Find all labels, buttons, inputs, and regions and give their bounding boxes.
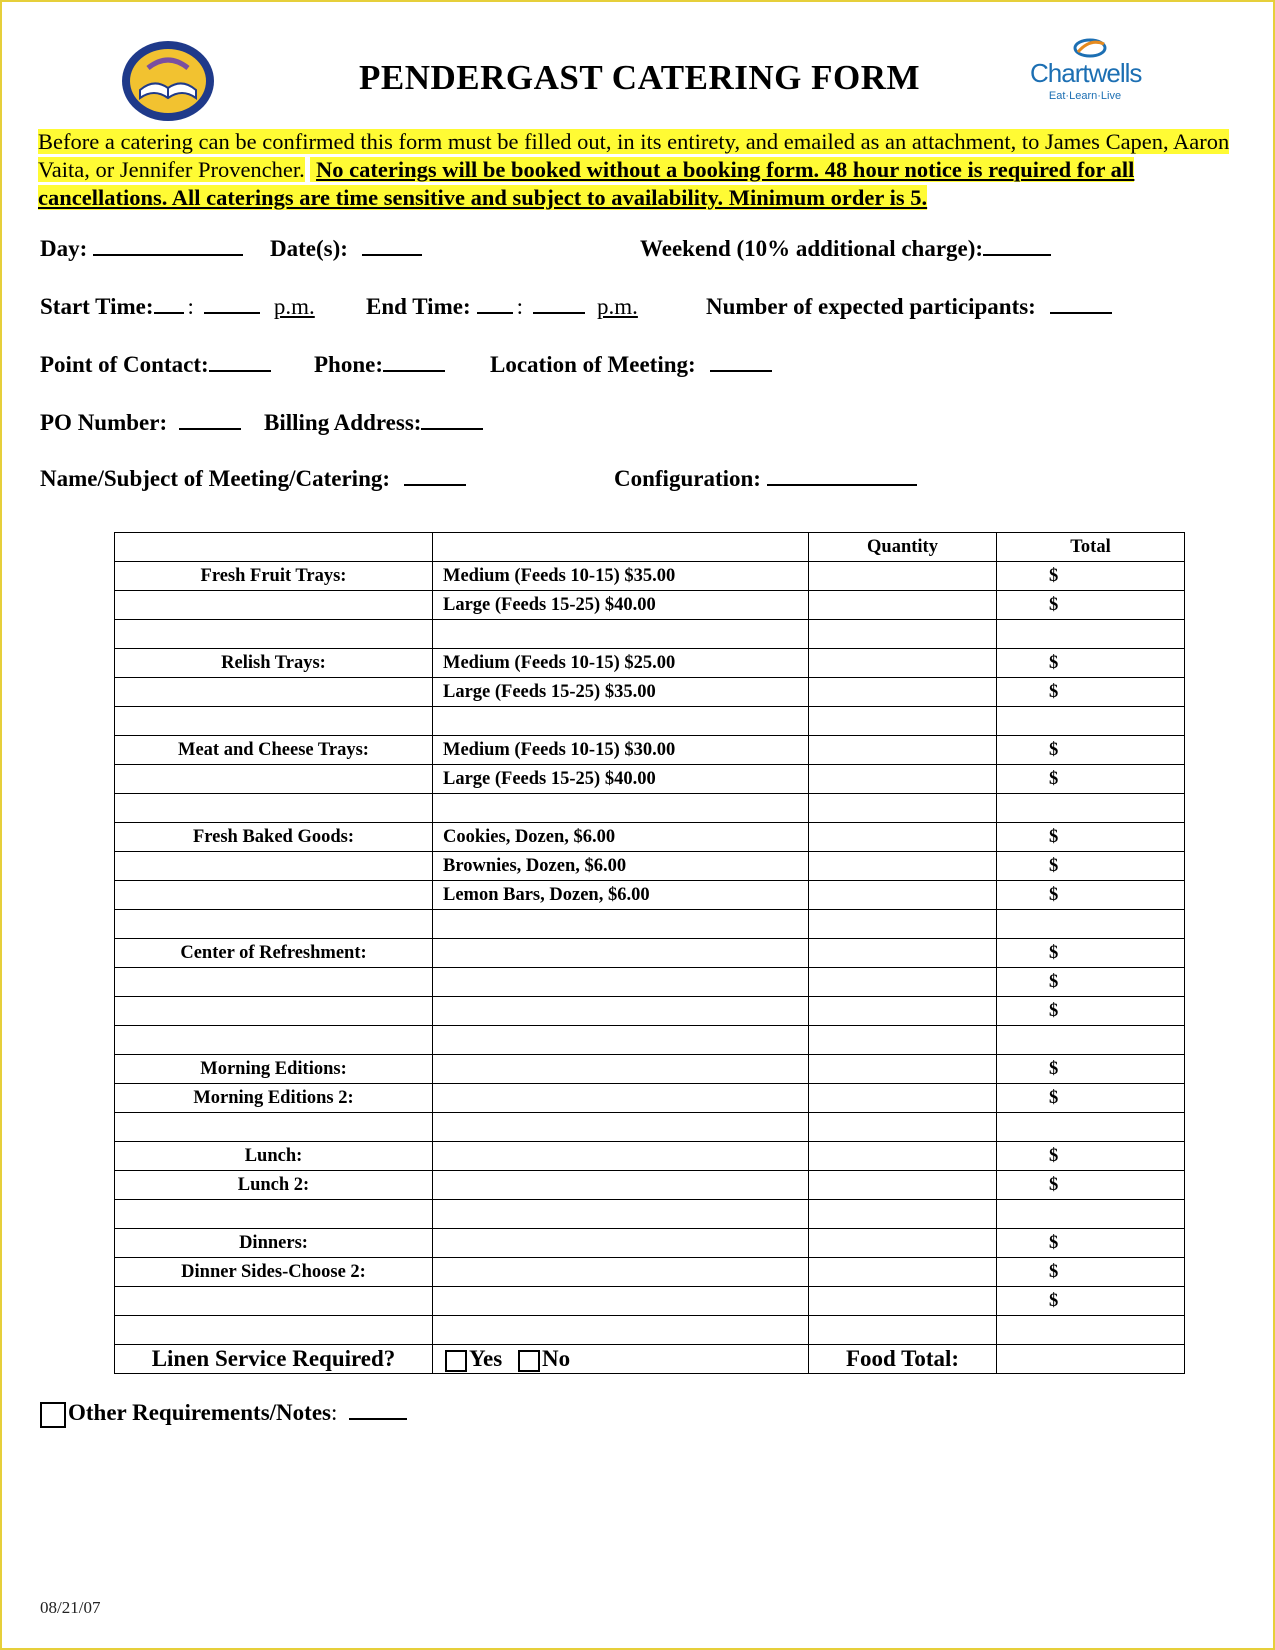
quantity-cell[interactable] bbox=[809, 823, 997, 852]
quantity-cell[interactable] bbox=[809, 1316, 997, 1345]
booking-notice bbox=[38, 128, 1243, 212]
category-cell bbox=[115, 591, 433, 620]
total-cell[interactable] bbox=[997, 591, 1185, 620]
dollar-sign: $ bbox=[1049, 971, 1059, 992]
quantity-cell[interactable] bbox=[809, 881, 997, 910]
quantity-cell[interactable] bbox=[809, 1113, 997, 1142]
form-date: 08/21/07 bbox=[40, 1598, 101, 1617]
item-cell bbox=[433, 620, 809, 649]
item-cell bbox=[433, 1142, 809, 1171]
location-field[interactable] bbox=[710, 350, 772, 372]
dollar-sign: $ bbox=[1049, 739, 1059, 760]
dollar-sign: $ bbox=[1049, 826, 1059, 847]
quantity-cell[interactable] bbox=[809, 997, 997, 1026]
total-header: Total bbox=[997, 533, 1185, 562]
category-cell: Center of Refreshment: bbox=[115, 939, 433, 968]
pendergast-book-seal-icon bbox=[118, 38, 218, 124]
total-cell[interactable] bbox=[997, 562, 1185, 591]
category-cell bbox=[115, 1316, 433, 1345]
table-row bbox=[115, 1229, 1185, 1258]
item-cell: Medium (Feeds 10-15) $35.00 bbox=[433, 562, 809, 591]
weekend-label: Weekend (10% additional charge): bbox=[640, 236, 984, 261]
table-row bbox=[115, 968, 1185, 997]
table-row bbox=[115, 852, 1185, 881]
category-cell bbox=[115, 881, 433, 910]
item-cell bbox=[433, 707, 809, 736]
quantity-cell[interactable] bbox=[809, 736, 997, 765]
table-footer-row bbox=[115, 1345, 1185, 1374]
quantity-cell[interactable] bbox=[809, 1055, 997, 1084]
quantity-cell[interactable] bbox=[809, 678, 997, 707]
billing-address-field[interactable] bbox=[421, 408, 483, 430]
dollar-sign: $ bbox=[1049, 565, 1059, 586]
category-cell: Morning Editions 2: bbox=[115, 1084, 433, 1113]
total-cell[interactable] bbox=[997, 794, 1185, 823]
other-requirements bbox=[40, 1398, 407, 1428]
day-field[interactable] bbox=[93, 234, 243, 256]
dollar-sign: $ bbox=[1049, 1290, 1059, 1311]
table-row bbox=[115, 1287, 1185, 1316]
table-row bbox=[115, 1084, 1185, 1113]
category-cell bbox=[115, 1287, 433, 1316]
item-cell: Large (Feeds 15-25) $40.00 bbox=[433, 765, 809, 794]
total-cell[interactable] bbox=[997, 1142, 1185, 1171]
category-cell bbox=[115, 794, 433, 823]
end-time-colon: : bbox=[516, 294, 523, 319]
table-row bbox=[115, 1026, 1185, 1055]
dollar-sign: $ bbox=[1049, 681, 1059, 702]
dates-field[interactable] bbox=[362, 234, 422, 256]
location-label: Location of Meeting: bbox=[490, 352, 696, 377]
linen-service-label: Linen Service Required? bbox=[115, 1345, 433, 1374]
name-subject-label: Name/Subject of Meeting/Catering: bbox=[40, 466, 391, 491]
quantity-cell[interactable] bbox=[809, 1084, 997, 1113]
category-cell: Morning Editions: bbox=[115, 1055, 433, 1084]
total-cell[interactable] bbox=[997, 678, 1185, 707]
phone-field[interactable] bbox=[383, 350, 445, 372]
total-cell[interactable] bbox=[997, 649, 1185, 678]
linen-no-checkbox[interactable] bbox=[518, 1350, 540, 1372]
quantity-cell[interactable] bbox=[809, 1229, 997, 1258]
page-title: PENDERGAST CATERING FORM bbox=[358, 58, 921, 97]
total-cell[interactable] bbox=[997, 1113, 1185, 1142]
table-row bbox=[115, 1142, 1185, 1171]
total-cell[interactable] bbox=[997, 823, 1185, 852]
quantity-header: Quantity bbox=[809, 533, 997, 562]
start-minute-field[interactable] bbox=[204, 292, 260, 314]
start-hour-field[interactable] bbox=[154, 292, 184, 314]
category-cell bbox=[115, 910, 433, 939]
item-cell bbox=[433, 1113, 809, 1142]
food-total-field[interactable] bbox=[997, 1345, 1185, 1374]
quantity-cell[interactable] bbox=[809, 1171, 997, 1200]
dollar-sign: $ bbox=[1049, 652, 1059, 673]
chartwells-logo bbox=[1030, 36, 1140, 108]
category-cell bbox=[115, 852, 433, 881]
table-row bbox=[115, 562, 1185, 591]
dollar-sign: $ bbox=[1049, 594, 1059, 615]
item-cell: Large (Feeds 15-25) $40.00 bbox=[433, 591, 809, 620]
quantity-cell[interactable] bbox=[809, 707, 997, 736]
total-cell[interactable] bbox=[997, 736, 1185, 765]
end-minute-field[interactable] bbox=[533, 292, 585, 314]
quantity-cell[interactable] bbox=[809, 1287, 997, 1316]
dollar-sign: $ bbox=[1049, 855, 1059, 876]
participants-label: Number of expected participants: bbox=[706, 294, 1036, 319]
participants-field[interactable] bbox=[1050, 292, 1112, 314]
dollar-sign: $ bbox=[1049, 1058, 1059, 1079]
chartwells-tagline: Eat·Learn·Live bbox=[1048, 90, 1122, 102]
quantity-cell[interactable] bbox=[809, 1258, 997, 1287]
table-row bbox=[115, 620, 1185, 649]
item-cell bbox=[433, 1055, 809, 1084]
category-cell: Meat and Cheese Trays: bbox=[115, 736, 433, 765]
category-cell: Lunch 2: bbox=[115, 1171, 433, 1200]
total-cell[interactable] bbox=[997, 1316, 1185, 1345]
category-cell bbox=[115, 765, 433, 794]
category-cell bbox=[115, 1200, 433, 1229]
menu-order-table bbox=[114, 532, 1185, 1374]
item-cell bbox=[433, 1229, 809, 1258]
total-cell[interactable] bbox=[997, 707, 1185, 736]
quantity-cell[interactable] bbox=[809, 562, 997, 591]
quantity-cell[interactable] bbox=[809, 939, 997, 968]
total-cell[interactable] bbox=[997, 1200, 1185, 1229]
dollar-sign: $ bbox=[1049, 1174, 1059, 1195]
table-row bbox=[115, 997, 1185, 1026]
table-row bbox=[115, 707, 1185, 736]
item-cell bbox=[433, 1171, 809, 1200]
total-cell[interactable] bbox=[997, 1171, 1185, 1200]
total-cell[interactable] bbox=[997, 852, 1185, 881]
category-cell bbox=[115, 968, 433, 997]
dollar-sign: $ bbox=[1049, 1261, 1059, 1282]
item-cell bbox=[433, 910, 809, 939]
item-cell bbox=[433, 939, 809, 968]
table-row bbox=[115, 939, 1185, 968]
point-of-contact-label: Point of Contact: bbox=[40, 352, 209, 377]
item-cell: Brownies, Dozen, $6.00 bbox=[433, 852, 809, 881]
start-pm: p.m. bbox=[273, 294, 315, 319]
table-row bbox=[115, 678, 1185, 707]
phone-label: Phone: bbox=[314, 352, 383, 377]
total-cell[interactable] bbox=[997, 881, 1185, 910]
table-row bbox=[115, 1113, 1185, 1142]
item-cell bbox=[433, 1287, 809, 1316]
item-cell bbox=[433, 1316, 809, 1345]
end-pm: p.m. bbox=[597, 294, 638, 319]
table-row bbox=[115, 1316, 1185, 1345]
item-cell bbox=[433, 968, 809, 997]
category-cell bbox=[115, 707, 433, 736]
table-row bbox=[115, 1171, 1185, 1200]
other-requirements-label: Other Requirements/Notes bbox=[68, 1400, 331, 1425]
billing-address-label: Billing Address: bbox=[264, 410, 422, 435]
dollar-sign: $ bbox=[1049, 942, 1059, 963]
dollar-sign: $ bbox=[1049, 884, 1059, 905]
notice-requirements: No caterings will be booked without a booking form. 48 hour notice is required for all cancellations. All caterings are time sensitive and subject to availability. Minimum order is 5. bbox=[38, 157, 1135, 210]
configuration-label: Configuration: bbox=[614, 466, 761, 491]
po-number-label: PO Number: bbox=[40, 410, 168, 435]
quantity-cell[interactable] bbox=[809, 620, 997, 649]
table-row bbox=[115, 736, 1185, 765]
total-cell[interactable] bbox=[997, 968, 1185, 997]
quantity-cell[interactable] bbox=[809, 910, 997, 939]
start-time-label: Start Time: bbox=[40, 294, 154, 319]
table-row bbox=[115, 591, 1185, 620]
notice-text: Before a catering can be confirmed this form must be filled out, in its entirety, and emailed as an attachment, to James Capen, Aaron Vaita, or Jennifer Provencher. bbox=[38, 129, 1230, 182]
chartwells-swoosh-icon bbox=[1072, 36, 1108, 60]
table-row bbox=[115, 1200, 1185, 1229]
end-hour-field[interactable] bbox=[477, 292, 513, 314]
table-row bbox=[115, 765, 1185, 794]
quantity-cell[interactable] bbox=[809, 1200, 997, 1229]
category-cell: Fresh Fruit Trays: bbox=[115, 562, 433, 591]
dollar-sign: $ bbox=[1049, 1232, 1059, 1253]
table-row bbox=[115, 1258, 1185, 1287]
category-cell bbox=[115, 1026, 433, 1055]
quantity-cell[interactable] bbox=[809, 591, 997, 620]
table-row bbox=[115, 910, 1185, 939]
total-cell[interactable] bbox=[997, 1229, 1185, 1258]
other-requirements-colon: : bbox=[330, 1400, 338, 1425]
table-row bbox=[115, 1055, 1185, 1084]
item-cell bbox=[433, 1200, 809, 1229]
item-cell: Lemon Bars, Dozen, $6.00 bbox=[433, 881, 809, 910]
dates-label: Date(s): bbox=[270, 236, 348, 261]
configuration-field[interactable] bbox=[767, 464, 917, 486]
point-of-contact-field[interactable] bbox=[209, 350, 271, 372]
item-cell: Cookies, Dozen, $6.00 bbox=[433, 823, 809, 852]
end-time-label: End Time: bbox=[366, 294, 471, 319]
table-header-row bbox=[115, 533, 1185, 562]
item-cell bbox=[433, 794, 809, 823]
total-cell[interactable] bbox=[997, 1084, 1185, 1113]
total-cell[interactable] bbox=[997, 765, 1185, 794]
table-row bbox=[115, 823, 1185, 852]
category-cell: Dinners: bbox=[115, 1229, 433, 1258]
dollar-sign: $ bbox=[1049, 1087, 1059, 1108]
table-row bbox=[115, 881, 1185, 910]
dollar-sign: $ bbox=[1049, 1145, 1059, 1166]
linen-yes-checkbox[interactable] bbox=[445, 1350, 467, 1372]
category-cell bbox=[115, 620, 433, 649]
quantity-cell[interactable] bbox=[809, 765, 997, 794]
category-cell bbox=[115, 678, 433, 707]
item-cell bbox=[433, 1026, 809, 1055]
quantity-cell[interactable] bbox=[809, 968, 997, 997]
table-row bbox=[115, 794, 1185, 823]
total-cell[interactable] bbox=[997, 1055, 1185, 1084]
category-cell bbox=[115, 997, 433, 1026]
other-requirements-field[interactable] bbox=[349, 1398, 407, 1420]
item-cell bbox=[433, 1258, 809, 1287]
item-cell: Large (Feeds 15-25) $35.00 bbox=[433, 678, 809, 707]
start-time-colon: : bbox=[187, 294, 194, 319]
quantity-cell[interactable] bbox=[809, 794, 997, 823]
other-requirements-checkbox[interactable] bbox=[40, 1402, 66, 1428]
po-number-field[interactable] bbox=[179, 408, 241, 430]
item-cell: Medium (Feeds 10-15) $25.00 bbox=[433, 649, 809, 678]
item-cell bbox=[433, 997, 809, 1026]
total-cell[interactable] bbox=[997, 1287, 1185, 1316]
quantity-cell[interactable] bbox=[809, 1026, 997, 1055]
total-cell[interactable] bbox=[997, 620, 1185, 649]
total-cell[interactable] bbox=[997, 1258, 1185, 1287]
total-cell[interactable] bbox=[997, 1026, 1185, 1055]
table-row bbox=[115, 649, 1185, 678]
category-cell: Relish Trays: bbox=[115, 649, 433, 678]
dollar-sign: $ bbox=[1049, 1000, 1059, 1021]
weekend-field[interactable] bbox=[983, 234, 1051, 256]
quantity-cell[interactable] bbox=[809, 649, 997, 678]
category-cell: Dinner Sides-Choose 2: bbox=[115, 1258, 433, 1287]
total-cell[interactable] bbox=[997, 997, 1185, 1026]
category-cell: Lunch: bbox=[115, 1142, 433, 1171]
linen-no-label: No bbox=[541, 1346, 571, 1371]
dollar-sign: $ bbox=[1049, 768, 1059, 789]
total-cell[interactable] bbox=[997, 910, 1185, 939]
item-cell bbox=[433, 1084, 809, 1113]
name-subject-field[interactable] bbox=[404, 464, 466, 486]
day-label: Day: bbox=[40, 236, 88, 261]
quantity-cell[interactable] bbox=[809, 852, 997, 881]
chartwells-name: Chartwells bbox=[1030, 58, 1142, 88]
total-cell[interactable] bbox=[997, 939, 1185, 968]
linen-yes-label: Yes bbox=[469, 1346, 503, 1371]
quantity-cell[interactable] bbox=[809, 1142, 997, 1171]
category-cell: Fresh Baked Goods: bbox=[115, 823, 433, 852]
food-total-label: Food Total: bbox=[809, 1345, 997, 1374]
item-cell: Medium (Feeds 10-15) $30.00 bbox=[433, 736, 809, 765]
category-cell bbox=[115, 1113, 433, 1142]
